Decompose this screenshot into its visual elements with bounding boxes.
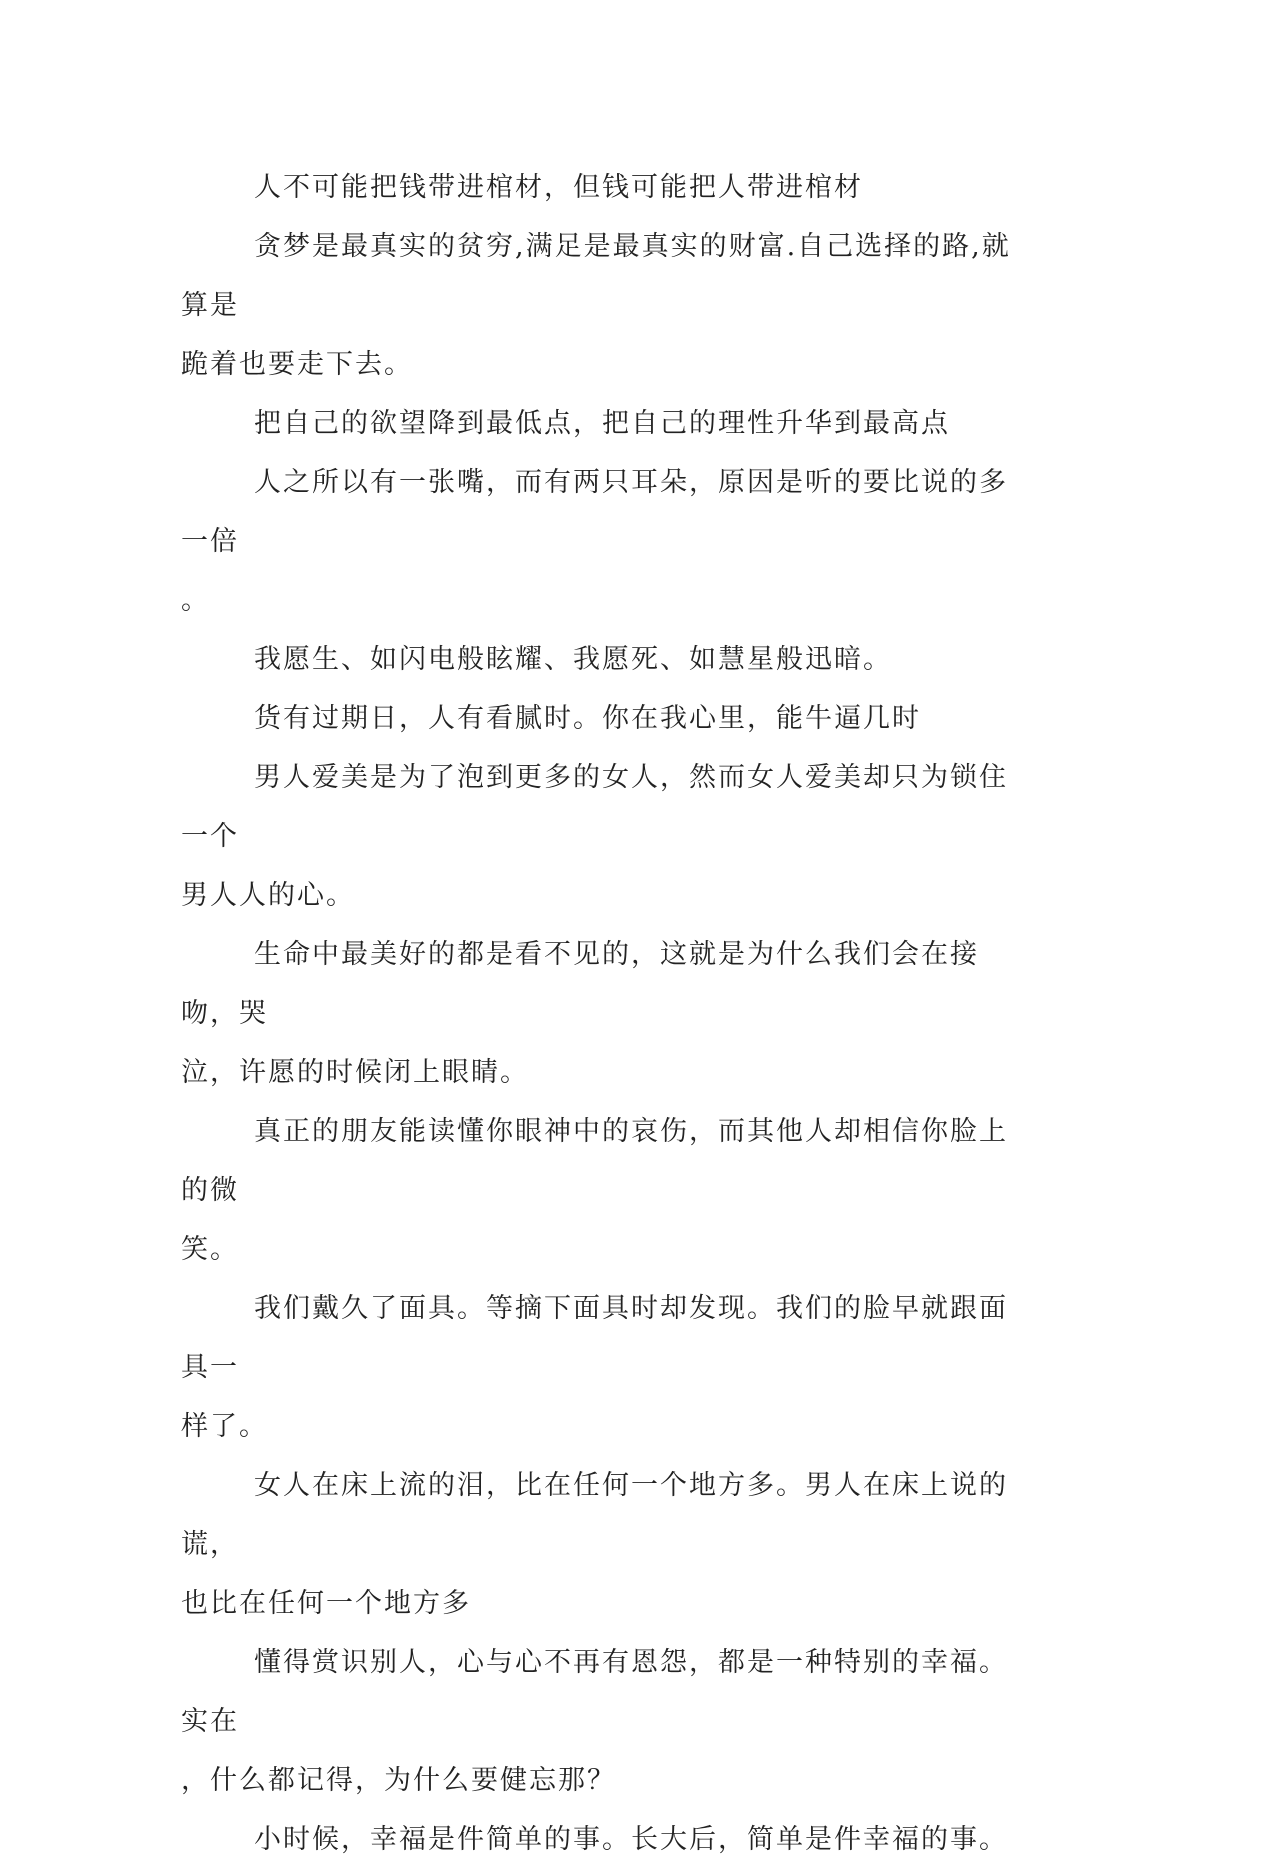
paragraph-1: 人不可能把钱带进棺材，但钱可能把人带进棺材 [254, 172, 863, 203]
paragraph-2: 贪梦是最真实的贫穷,满足是最真实的财富.自己选择的路,就算是 跪着也要走下去。 [181, 231, 1011, 380]
paragraph-3: 把自己的欲望降到最低点，把自己的理性升华到最高点 [254, 408, 950, 439]
paragraph-13: 小时候，幸福是件简单的事。长大后，简单是件幸福的事。 [254, 1824, 1008, 1855]
paragraph-8: 生命中最美好的都是看不见的，这就是为什么我们会在接吻，哭 泣，许愿的时候闭上眼睛。 [181, 939, 979, 1088]
paragraph-5: 我愿生、如闪电般眩耀、我愿死、如慧星般迅暗。 [254, 644, 892, 675]
paragraph-11: 女人在床上流的泪，比在任何一个地方多。男人在床上说的谎， 也比在任何一个地方多 [181, 1470, 1008, 1619]
paragraph-6: 货有过期日，人有看腻时。你在我心里，能牛逼几时 [254, 703, 921, 734]
paragraph-9: 真正的朋友能读懂你眼神中的哀伤，而其他人却相信你脸上的微 笑。 [181, 1116, 1008, 1265]
document-body [181, 158, 1031, 1869]
paragraph-10: 我们戴久了面具。等摘下面具时却发现。我们的脸早就跟面具一 样了。 [181, 1293, 1008, 1442]
paragraph-7: 男人爱美是为了泡到更多的女人，然而女人爱美却只为锁住一个 男人人的心。 [181, 762, 1008, 911]
paragraph-12: 懂得赏识别人，心与心不再有恩怨，都是一种特别的幸福。实在 ，什么都记得，为什么要健忘那？ [181, 1647, 1008, 1796]
paragraph-4: 人之所以有一张嘴，而有两只耳朵，原因是听的要比说的多一倍 。 [181, 467, 1008, 616]
